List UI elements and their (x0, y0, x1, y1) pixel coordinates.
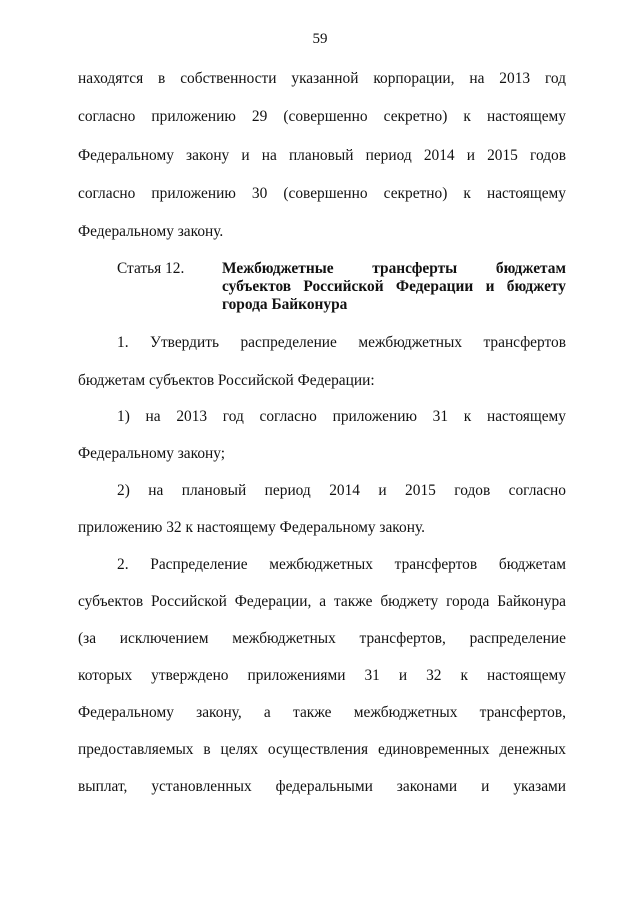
text-line: (за исключением межбюджетных трансфертов, распределение (78, 630, 566, 647)
text-line: которых утверждено приложениями 31 и 32 к настоящему (78, 667, 566, 684)
text-line: согласно приложению 29 (совершенно секретно) к настоящему (78, 108, 566, 125)
article-title-line: Межбюджетные трансферты бюджетам (222, 260, 566, 277)
text-line: согласно приложению 30 (совершенно секретно) к настоящему (78, 185, 566, 202)
text-line: находятся в собственности указанной корпорации, на 2013 год (78, 70, 566, 87)
text-line: субъектов Российской Федерации, а также бюджету города Байконура (78, 593, 566, 610)
page-number: 59 (312, 31, 328, 47)
text-line: 1) на 2013 год согласно приложению 31 к настоящему (117, 408, 566, 425)
article-label: Статья 12. (117, 260, 185, 277)
text-line: выплат, установленных федеральными законами и указами (78, 778, 566, 795)
text-line: 1. Утвердить распределение межбюджетных трансфертов (117, 334, 566, 351)
article-title-line: города Байконура (222, 296, 348, 313)
text-line: Федеральному закону и на плановый период 2014 и 2015 годов (78, 147, 566, 164)
text-line: 2. Распределение межбюджетных трансфертов бюджетам (117, 556, 566, 573)
text-line: предоставляемых в целях осуществления единовременных денежных (78, 741, 566, 758)
text-line: Федеральному закону. (78, 223, 224, 240)
text-line: бюджетам субъектов Российской Федерации: (78, 372, 375, 389)
text-line: Федеральному закону, а также межбюджетных трансфертов, (78, 704, 566, 721)
text-line: Федеральному закону; (78, 445, 226, 462)
text-line: 2) на плановый период 2014 и 2015 годов согласно (117, 482, 566, 499)
text-line: приложению 32 к настоящему Федеральному закону. (78, 519, 425, 536)
article-title-line: субъектов Российской Федерации и бюджету (222, 278, 566, 295)
